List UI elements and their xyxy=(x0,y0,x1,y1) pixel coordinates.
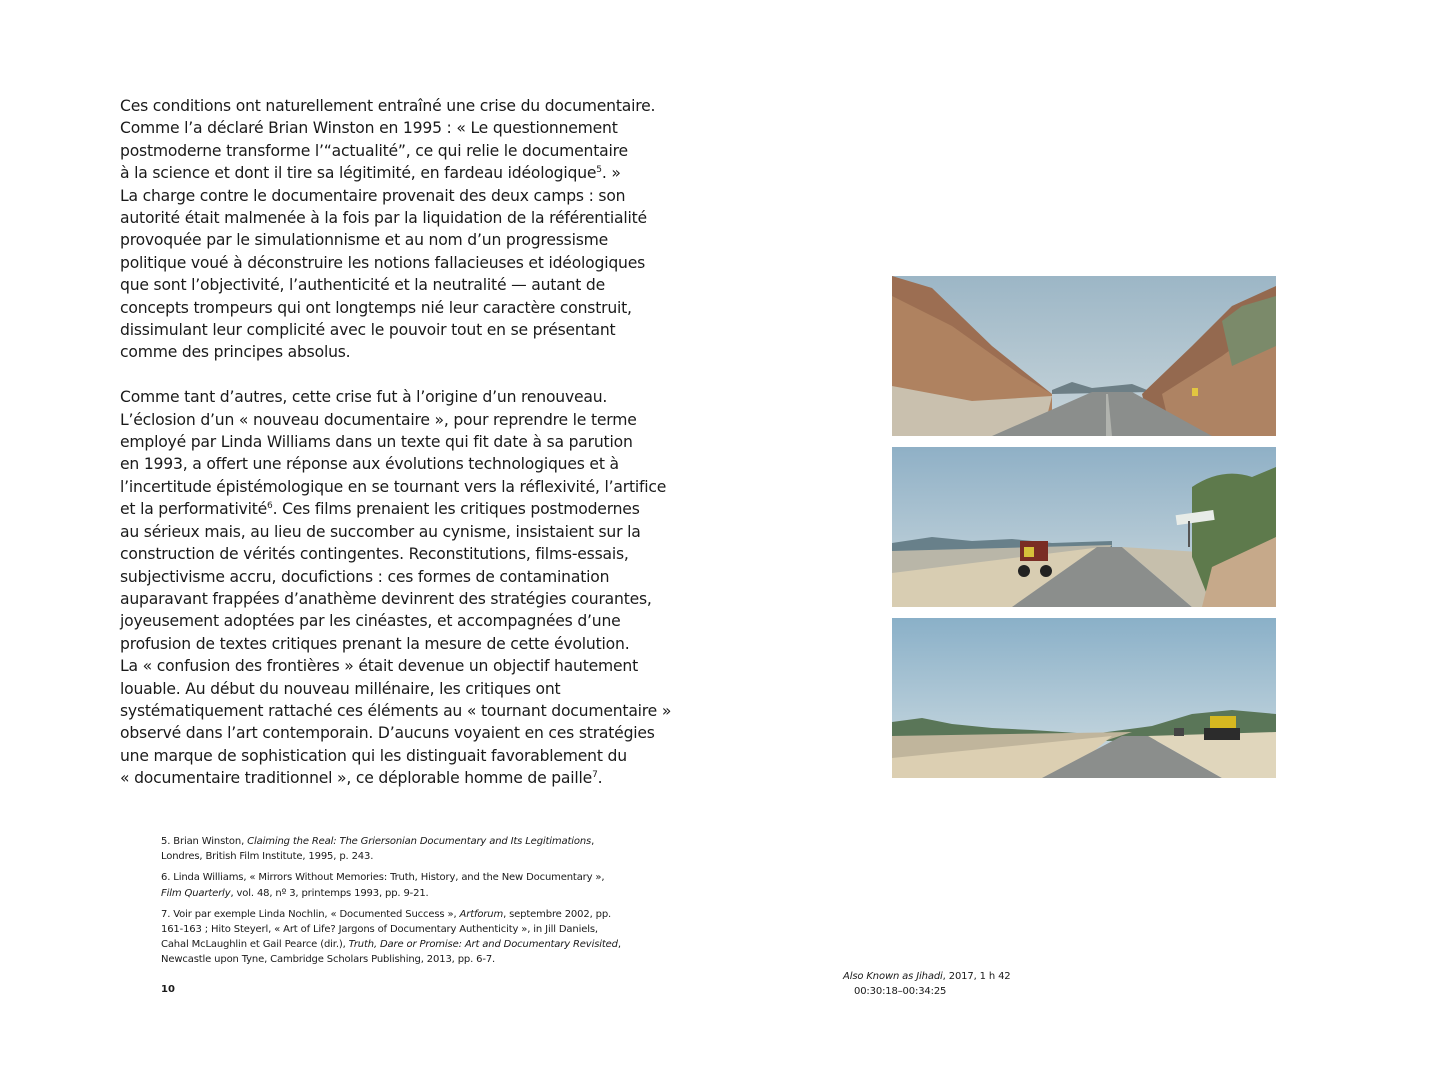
text-line: politique voué à déconstruire les notions fallacieuses et idéologiques xyxy=(120,253,646,272)
text-line: L’éclosion d’un « nouveau documentaire », pour reprendre le terme xyxy=(120,410,637,429)
text-line: subjectivisme accru, docufictions : ces formes de contamination xyxy=(120,567,610,586)
caption-timecode: 00:30:18–00:34:25 xyxy=(854,986,947,997)
footnote-ref[interactable]: 6 xyxy=(267,501,273,512)
text-line: observé dans l’art contemporain. D’aucuns voyaient en ces stratégies xyxy=(120,724,655,743)
text-line: employé par Linda Williams dans un texte qui fit date à sa parution xyxy=(120,433,633,452)
text-line: dissimulant leur complicité avec le pouvoir tout en se présentant xyxy=(120,321,616,340)
text-line: l’incertitude épistémologique en se tournant vers la réflexivité, l’artifice xyxy=(120,477,667,496)
figure-caption xyxy=(843,969,1011,999)
film-still-tractor xyxy=(892,447,1276,607)
footnote: 5. Brian Winston, Claiming the Real: The Griersonian Documentary and Its Legitimations, Londres, British Film Institute, 1995, p. 243. xyxy=(161,836,595,863)
text-line: auparavant frappées d’anathème devinrent des stratégies courantes, xyxy=(120,589,652,608)
caption-title: Also Known as Jihadi xyxy=(843,971,943,982)
film-still-roadworks xyxy=(892,618,1276,778)
text-line: La « confusion des frontières » était devenue un objectif hautement xyxy=(120,657,639,676)
text-line: « documentaire traditionnel », ce déplorable homme de paille$^7$. xyxy=(120,769,603,788)
text-line: à la science et dont il tire sa légitimité, en fardeau idéologique$^5$. » xyxy=(120,164,621,183)
text-line: que sont l’objectivité, l’authenticité et la neutralité — autant de xyxy=(120,276,606,295)
text-line: louable. Au début du nouveau millénaire, les critiques ont xyxy=(120,679,561,698)
text-line: Comme l’a déclaré Brian Winston en 1995 : « Le questionnement xyxy=(120,119,618,138)
text-line: Comme tant d’autres, cette crise fut à l’origine d’un renouveau. xyxy=(120,388,608,407)
footnotes xyxy=(161,834,621,974)
paragraph-2 xyxy=(120,386,672,789)
film-still-road-cut xyxy=(892,276,1276,436)
paragraph-1 xyxy=(120,95,656,364)
text-line: au sérieux mais, au lieu de succomber au cynisme, insistaient sur la xyxy=(120,522,641,541)
text-line: provoquée par le simulationnisme et au nom d’un progressisme xyxy=(120,231,609,250)
text-line: postmoderne transforme l’“actualité”, ce qui relie le documentaire xyxy=(120,141,628,160)
text-line: et la performativité$^6$. Ces films prenaient les critiques postmodernes xyxy=(120,500,640,519)
footnote: 6. Linda Williams, « Mirrors Without Memories: Truth, History, and the New Documentary », Film Quarterly, vol. 48, nº 3, printemps 1993, pp. 9-21. xyxy=(161,872,605,899)
film-stills xyxy=(892,276,1276,789)
footnote-ref[interactable]: 7 xyxy=(592,770,598,781)
footnote: 7. Voir par exemple Linda Nochlin, « Documented Success », Artforum, septembre 2002, pp. 161-163 ; Hito Steyerl, « Art of Life? Jargons of Documentary Authenticity », in Jill Daniels, Cahal McLaughlin et Gail Pearce (dir.), Truth, Dare or Promise: Art and Documentary Revisited, Newcastle upon Tyne, Cambridge Scholars Publishing, 2013, pp. 6-7. xyxy=(161,908,621,966)
text-line: joyeusement adoptées par les cinéastes, et accompagnées d’une xyxy=(120,612,621,631)
text-line: concepts trompeurs qui ont longtemps nié leur caractère construit, xyxy=(120,298,632,317)
text-line: La charge contre le documentaire provenait des deux camps : son xyxy=(120,186,626,205)
footnote-ref[interactable]: 5 xyxy=(596,165,602,176)
text-line: construction de vérités contingentes. Reconstitutions, films-essais, xyxy=(120,545,629,564)
text-line: autorité était malmenée à la fois par la liquidation de la référentialité xyxy=(120,209,647,228)
page-number: 10 xyxy=(161,984,175,995)
text-line: comme des principes absolus. xyxy=(120,343,351,362)
caption-details: , 2017, 1 h 42 xyxy=(942,971,1011,982)
text-line: profusion de textes critiques prenant la mesure de cette évolution. xyxy=(120,634,630,653)
text-line: une marque de sophistication qui les distinguait favorablement du xyxy=(120,746,627,765)
text-line: en 1993, a offert une réponse aux évolutions technologiques et à xyxy=(120,455,619,474)
main-text xyxy=(120,95,672,790)
text-line: systématiquement rattaché ces éléments au « tournant documentaire » xyxy=(120,701,672,720)
text-line: Ces conditions ont naturellement entraîné une crise du documentaire. xyxy=(120,97,656,115)
